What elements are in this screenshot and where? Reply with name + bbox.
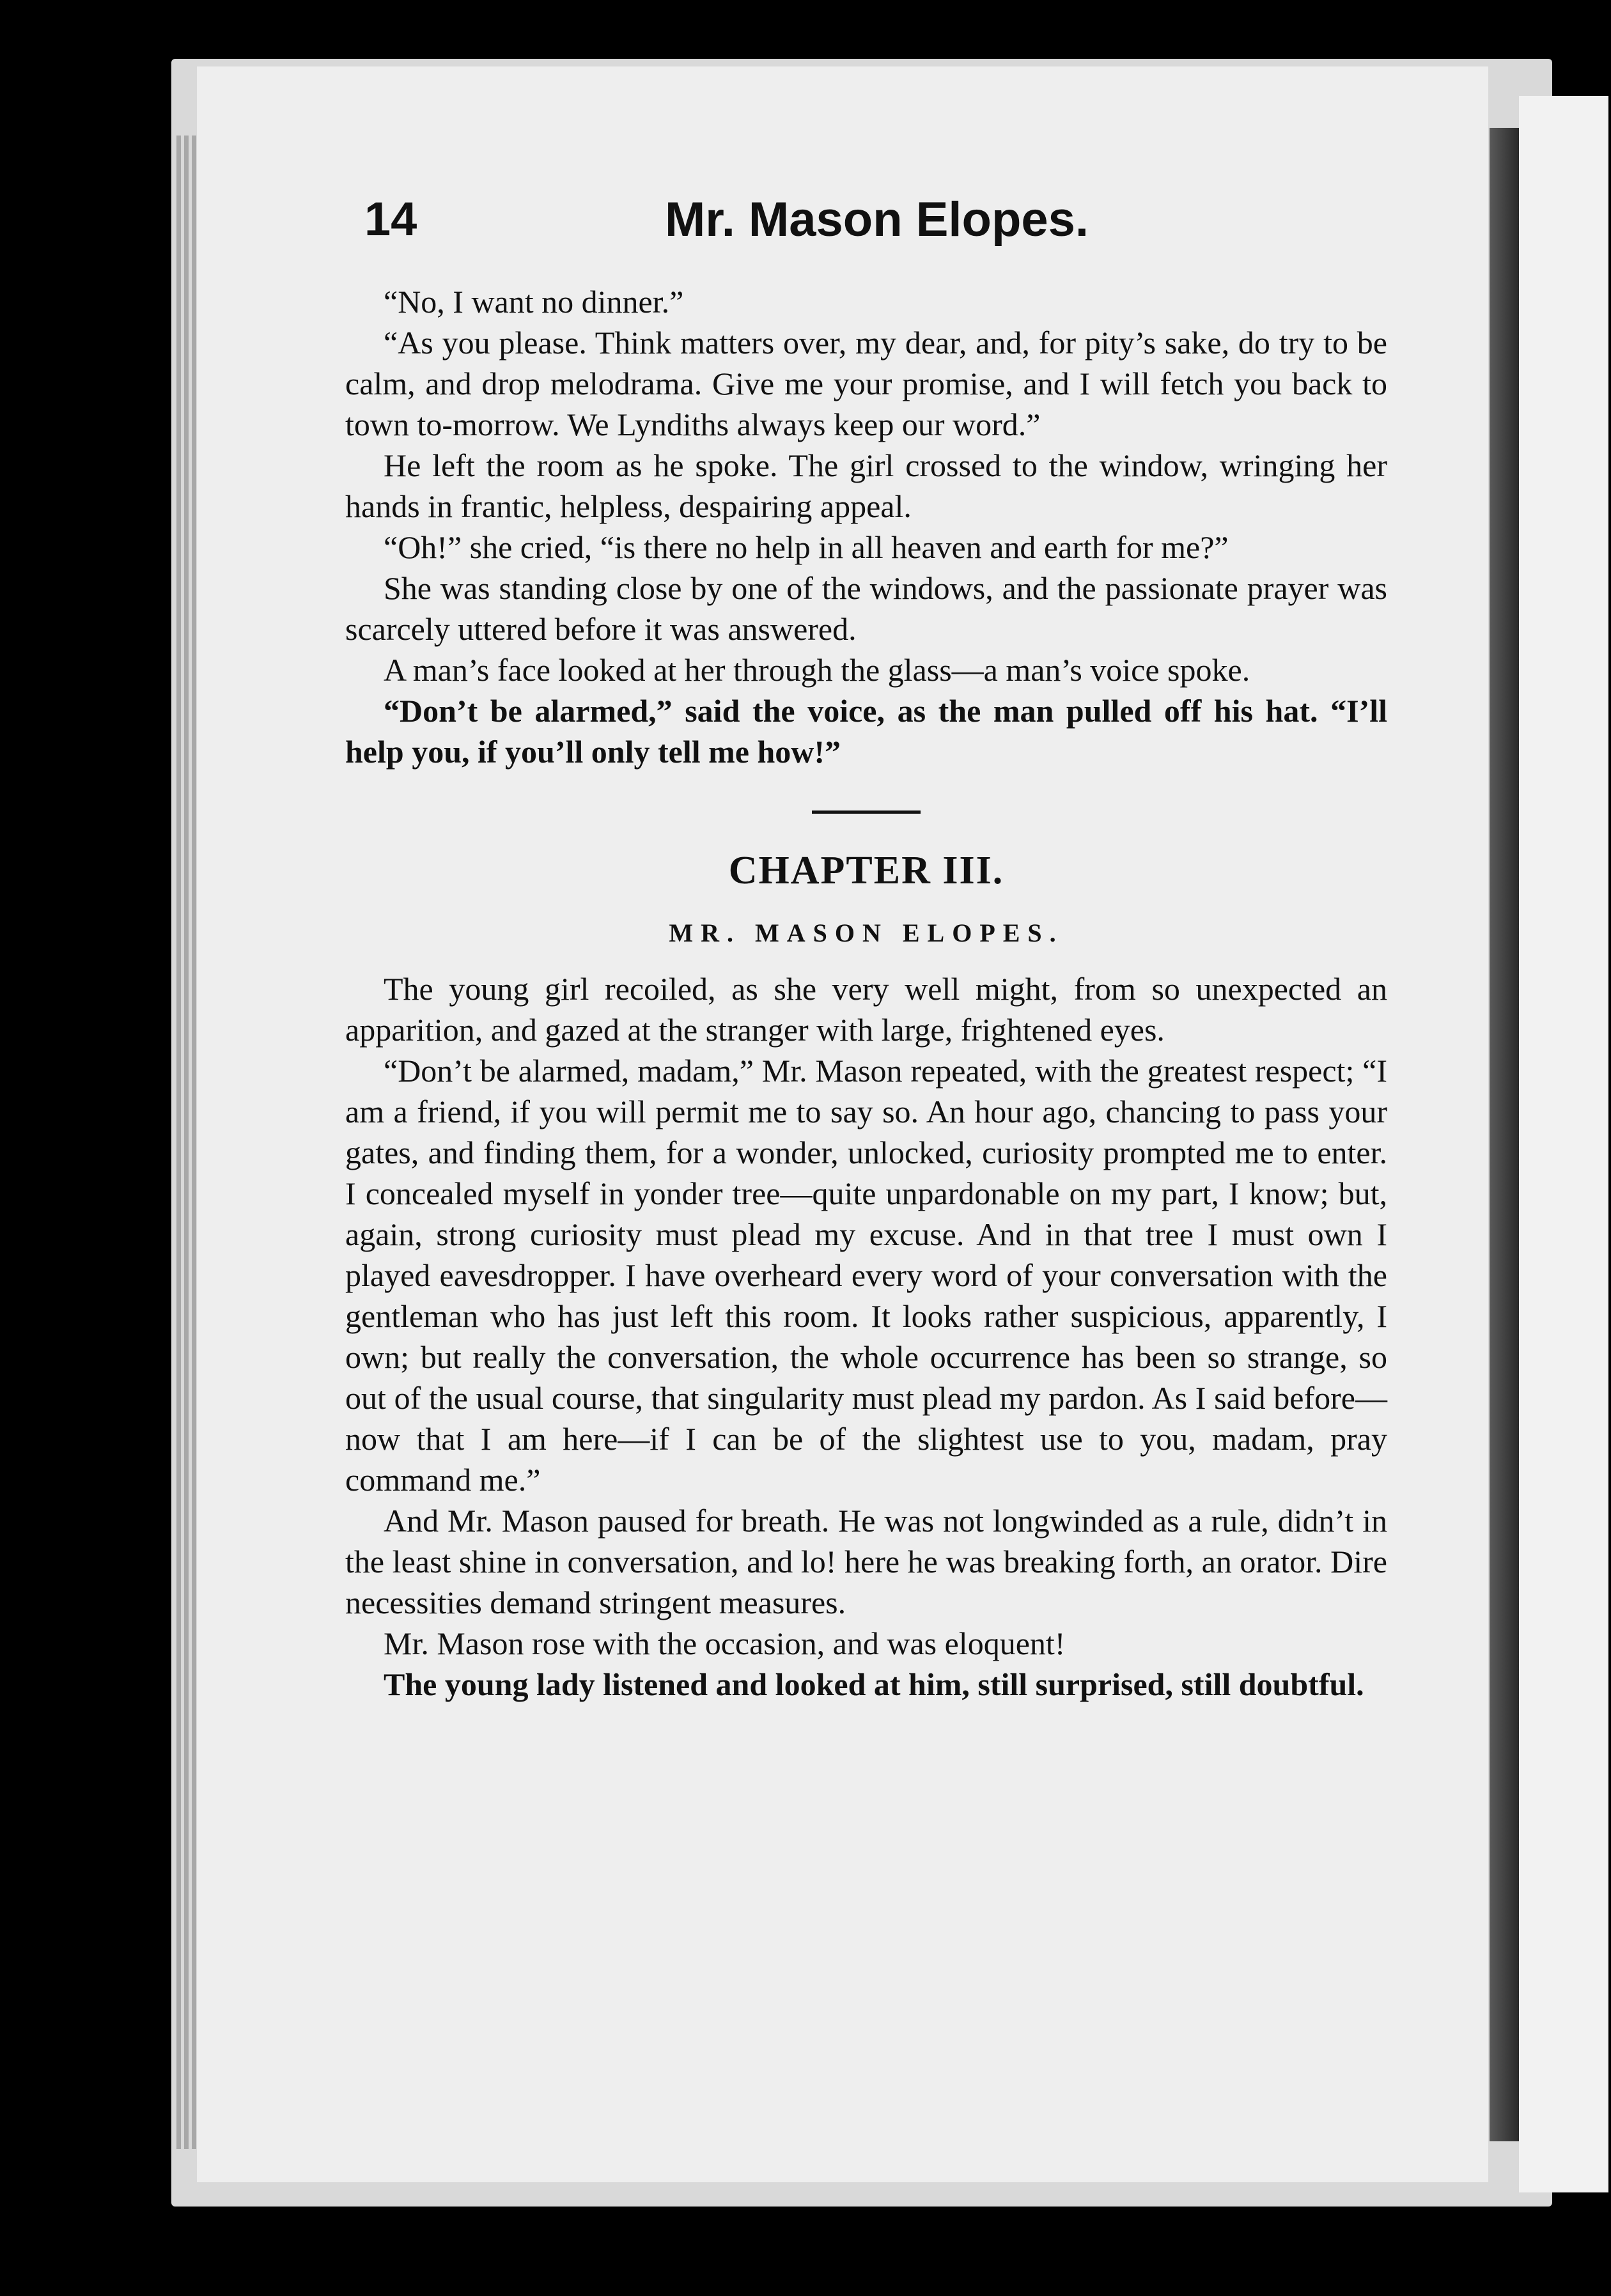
paragraph: “Oh!” she cried, “is there no help in all heaven and earth for me?”	[384, 529, 1229, 565]
gutter-shadow	[1490, 128, 1519, 2141]
page-content	[345, 185, 1387, 1705]
chapter-heading: CHAPTER III.	[728, 849, 1004, 892]
section-text	[345, 281, 1387, 772]
page-edge	[192, 136, 196, 2149]
page-edge	[184, 136, 189, 2149]
page-edge	[176, 136, 181, 2149]
running-head	[345, 185, 1387, 281]
running-title: Mr. Mason Elopes.	[665, 192, 1089, 247]
section-divider	[812, 811, 921, 814]
paragraph: “Don’t be alarmed, madam,” Mr. Mason repeated, with the greatest respect; “I am a friend, if you will permit me to say so. An hour ago, chancing to pass your gates, and finding them, for a wonder, unlocked, curiosity prompted me to enter. I concealed myself in yonder tree—quite unpardonable on my part, I know; but, again, strong curiosity must plead my excuse. And in that tree I must own I played eavesdropper. I have overheard every word of your conversation with the gentleman who has just left this room. It looks rather suspicious, apparently, I own; but really the conversation, the whole occurrence has been so strange, so out of the usual course, that singularity must plead my pardon. As I said before—now that I am here—if I can be of the slightest use to you, madam, pray command me.”	[345, 1053, 1387, 1498]
paragraph: “No, I want no dinner.”	[384, 284, 684, 320]
paragraph: “As you please. Think matters over, my dear, and, for pity’s sake, do try to be calm, and drop melodrama. Give me your promise, and I will fetch you back to town to-morrow. We Lyndiths always keep our word.”	[345, 325, 1387, 442]
paragraph: She was standing close by one of the windows, and the passionate prayer was scarcely uttered before it was answered.	[345, 570, 1387, 647]
paragraph: The young girl recoiled, as she very well might, from so unexpected an apparition, and gazed at the stranger with large, frightened eyes.	[345, 971, 1387, 1048]
paragraph: And Mr. Mason paused for breath. He was not longwinded as a rule, didn’t in the least shine in conversation, and lo! here he was breaking forth, an orator. Dire necessities demand stringent measures.	[345, 1503, 1387, 1620]
chapter-subtitle: MR. MASON ELOPES.	[669, 919, 1064, 947]
paragraph: Mr. Mason rose with the occasion, and was eloquent!	[384, 1625, 1066, 1661]
paragraph: The young lady listened and looked at him, still surprised, still doubtful.	[384, 1666, 1364, 1702]
paragraph: “Don’t be alarmed,” said the voice, as the man pulled off his hat. “I’ll help you, if you’ll only tell me how!”	[345, 693, 1387, 770]
chapter-text	[345, 968, 1387, 1705]
page-number: 14	[364, 192, 417, 245]
paragraph: A man’s face looked at her through the glass—a man’s voice spoke.	[384, 652, 1250, 688]
paragraph: He left the room as he spoke. The girl crossed to the window, wringing her hands in frantic, helpless, despairing appeal.	[345, 447, 1387, 524]
facing-page-edge	[1519, 96, 1608, 2192]
